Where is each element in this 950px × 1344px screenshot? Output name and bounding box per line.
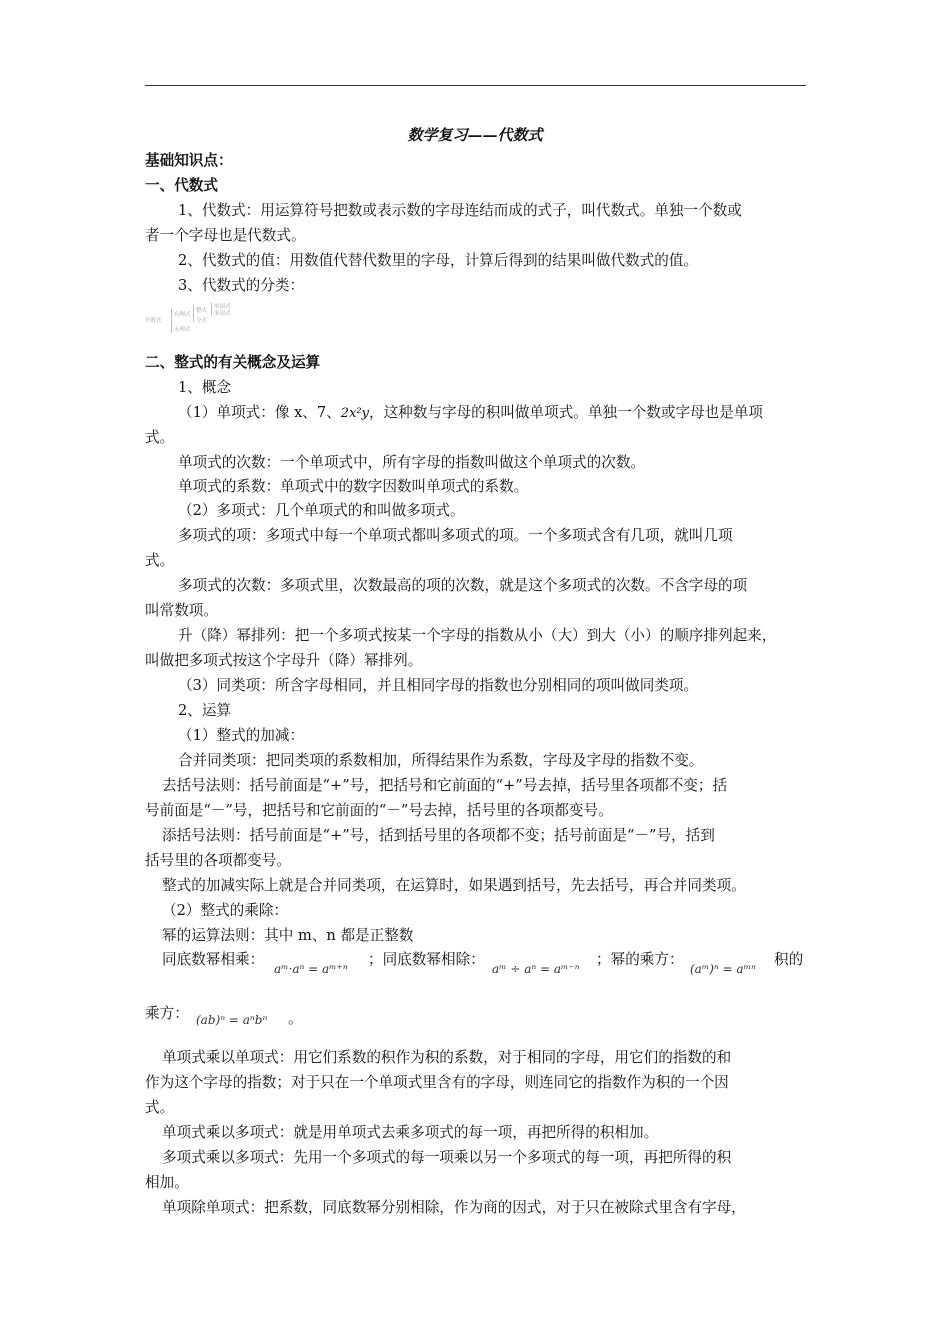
section1-p1b: 者一个字母也是代数式。 (145, 227, 306, 244)
concept-heading: 1、概念 (178, 379, 232, 396)
poly-poly-b: 相加。 (145, 1174, 189, 1191)
add-paren-b: 括号里的各项都变号。 (145, 852, 291, 869)
tree-rational: 有理式 (174, 312, 191, 318)
poly-deg-b: 叫常数项。 (145, 602, 218, 619)
tree-brace-3 (211, 303, 212, 315)
document-title: 数学复习——代数式 (407, 126, 543, 144)
formula-power-of-power: (aᵐ)ⁿ = aᵐⁿ (690, 962, 756, 976)
product-power-label-b: 乘方： (145, 1005, 189, 1022)
combine-like: 合并同类项：把同类项的系数相加，所得结果作为系数，字母及字母的指数不变。 (178, 752, 704, 769)
monomial-def-post: ，这种数与字母的积叫做单项式。单独一个数或字母也是单项 (368, 404, 764, 421)
tree-root: 代数式 (145, 318, 162, 324)
mono-mono-c: 式。 (145, 1099, 175, 1116)
section1-p2: 2、代数式的值：用数值代替代数里的字母，计算后得到的结果叫做代数式的值。 (178, 252, 699, 269)
polynomial-def: （2）多项式：几个单项式的和叫做多项式。 (178, 502, 465, 519)
power-of-power-label: ；幂的乘方： (596, 951, 684, 968)
mono-mono-b: 作为这个字母的指数；对于只在一个单项式里含有的字母，则连同它的指数作为积的一个因 (145, 1074, 729, 1091)
product-power-label-a: 积的 (774, 951, 804, 968)
like-terms: （3）同类项：所含字母相同，并且相同字母的指数也分别相同的项叫做同类项。 (178, 677, 699, 694)
section1-p1a: 1、代数式：用运算符号把数或表示数的字母连结而成的式子，叫代数式。单独一个数或 (178, 202, 742, 219)
monomial-def-b: 式。 (145, 429, 175, 446)
power-rules: 幂的运算法则：其中 m、n 都是正整数 (162, 927, 414, 944)
mono-div-a: 单项除单项式：把系数，同底数幂分别相除，作为商的因式，对于只在被除式里含有字母， (162, 1199, 746, 1216)
monomial-coef: 单项式的系数：单项式中的数字因数叫单项式的系数。 (178, 478, 529, 495)
remove-paren-a: 去括号法则：括号前面是“+”号，把括号和它前面的“+”号去掉，括号里各项都不变；括 (162, 777, 728, 794)
monomial-def (145, 401, 815, 426)
section2-heading: 二、整式的有关概念及运算 (145, 354, 321, 371)
tree-brace-2 (193, 306, 194, 322)
same-base-div-label: ；同底数幂相除： (368, 951, 485, 968)
order-a: 升（降）幂排列：把一个多项式按某一个字母的指数从小（大）到大（小）的顺序排列起来， (178, 627, 777, 644)
formula-product-power: (ab)ⁿ = aⁿbⁿ (196, 1013, 268, 1027)
add-paren-a: 添括号法则：括号前面是“+”号，括到括号里的各项都不变；括号前面是“－”号，括到 (162, 827, 715, 844)
basics-heading: 基础知识点： (145, 152, 233, 169)
operations-heading: 2、运算 (178, 702, 232, 719)
poly-term-b: 式。 (145, 552, 175, 569)
mono-poly: 单项式乘以多项式：就是用单项式去乘多项式的每一项，再把所得的积相加。 (162, 1124, 659, 1141)
monomial-def-pre: （1）单项式：像 x、7、 (178, 404, 341, 421)
tree-monomial: 单项式 (214, 304, 231, 310)
same-base-mul-label: 同底数幂相乘： (162, 951, 265, 968)
formula-same-base-div: aᵐ ÷ aⁿ = aᵐ⁻ⁿ (492, 962, 580, 976)
mul-div-heading: （2）整式的乘除： (162, 902, 289, 919)
tree-irrational: 无理式 (174, 327, 191, 333)
poly-deg-a: 多项式的次数：多项式里，次数最高的项的次数，就是这个多项式的次数。不含字母的项 (178, 577, 748, 594)
section1-p3: 3、代数式的分类： (178, 277, 305, 294)
formula-same-base-mul: aᵐ·aⁿ = aᵐ⁺ⁿ (274, 962, 348, 976)
monomial-example-formula: 2x²y (340, 406, 369, 421)
tree-integral: 整式 (196, 308, 208, 314)
classification-tree (145, 306, 245, 336)
remove-paren-b: 号前面是“－”号，把括号和它前面的“－”号去掉，括号里的各项都变号。 (145, 802, 613, 819)
product-power-period: 。 (288, 1010, 303, 1027)
monomial-degree: 单项式的次数：一个单项式中，所有字母的指数叫做这个单项式的次数。 (178, 454, 646, 471)
section1-heading: 一、代数式 (145, 177, 218, 194)
poly-term-a: 多项式的项：多项式中每一个单项式都叫多项式的项。一个多项式含有几项，就叫几项 (178, 527, 733, 544)
tree-polynomial: 多项式 (214, 311, 231, 317)
add-sub-summary: 整式的加减实际上就是合并同类项，在运算时，如果遇到括号，先去括号，再合并同类项。 (162, 877, 746, 894)
header-rule (145, 85, 806, 86)
order-b: 叫做把多项式按这个字母升（降）幂排列。 (145, 652, 423, 669)
tree-brace-1 (171, 309, 172, 333)
poly-poly-a: 多项式乘以多项式：先用一个多项式的每一项乘以另一个多项式的每一项，再把所得的积 (162, 1149, 732, 1166)
tree-fraction: 分式 (196, 318, 208, 324)
add-sub-heading: （1）整式的加减： (178, 727, 305, 744)
mono-mono-a: 单项式乘以单项式：用它们系数的积作为积的系数，对于相同的字母，用它们的指数的和 (162, 1049, 732, 1066)
